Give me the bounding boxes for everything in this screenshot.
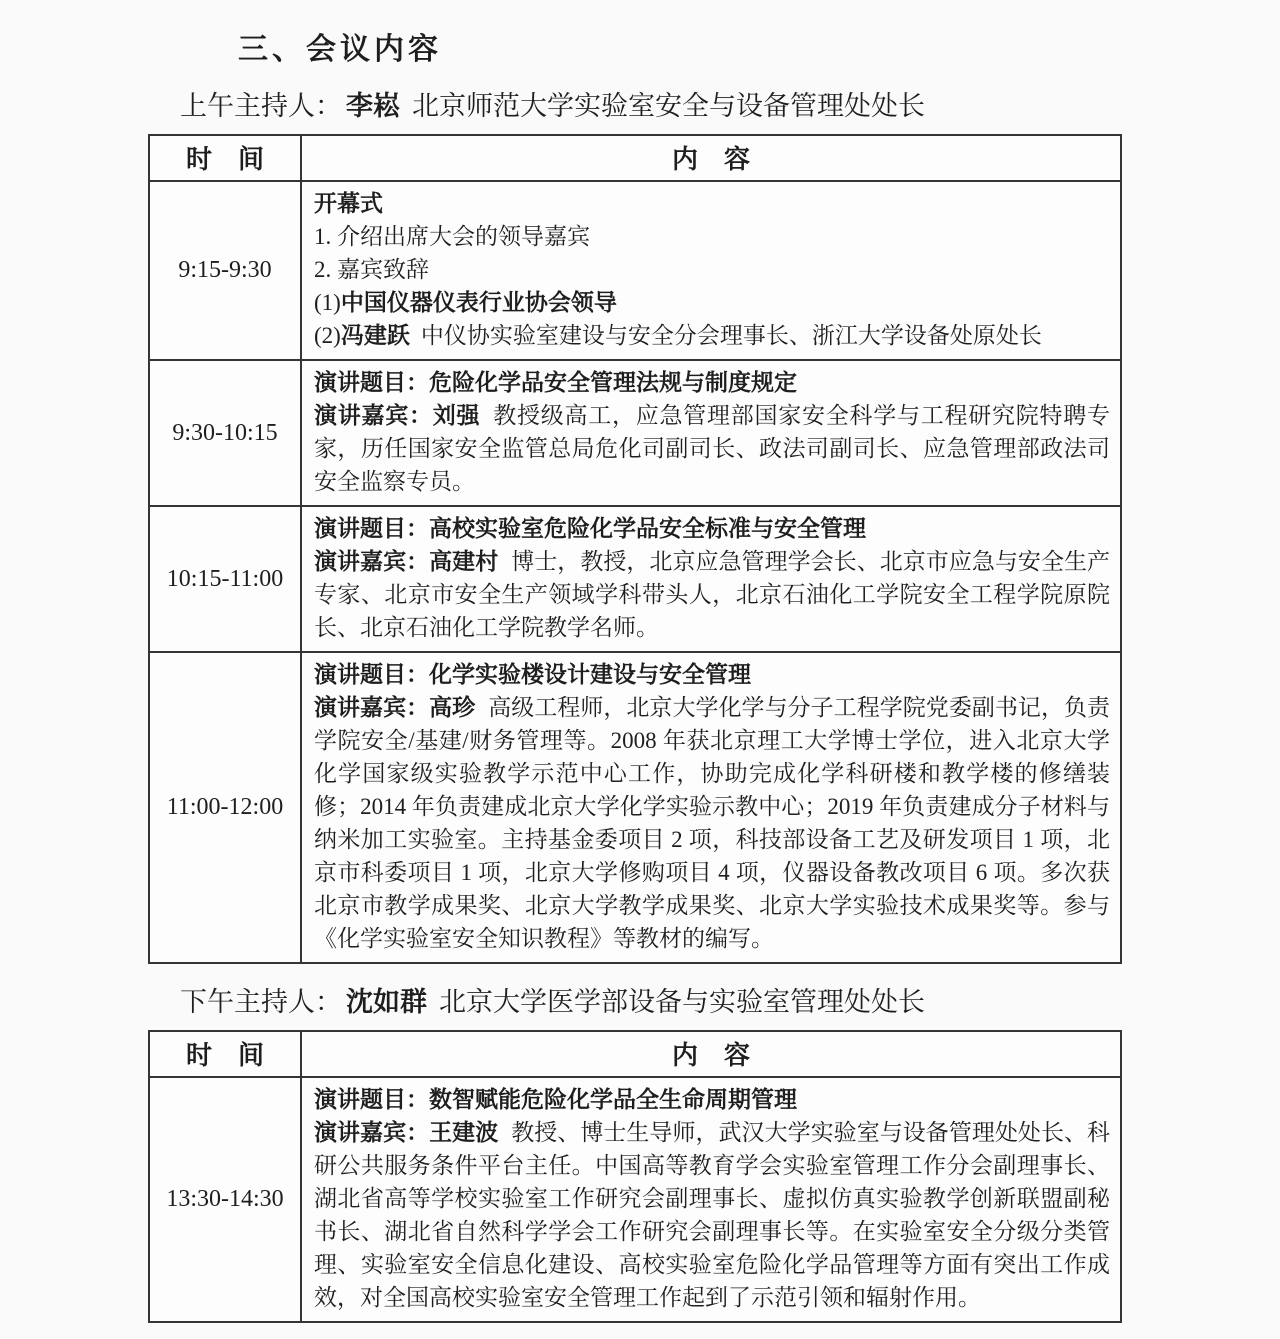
agenda-row-talk-1 [149,360,1121,506]
talk-2-title-label: 演讲题目： [314,516,429,541]
talk-1-title-line [314,366,1110,399]
agenda-row-talk-2 [149,506,1121,652]
talk-1-title-label: 演讲题目： [314,370,429,395]
talk-3-title-line [314,658,1110,691]
agenda-row-opening [149,181,1121,360]
section-title: 三、会议内容 [238,33,442,66]
opening-subitem-2-name: 冯建跃 [340,323,410,348]
opening-subitem-2-prefix: (2) [314,323,341,348]
afternoon-agenda-table [148,1030,1122,1323]
talk-2-speaker-bio: 博士，教授，北京应急管理学会长、北京市应急与安全生产专家、北京市安全生产领域学科带头人，北京石油化工学院安全工程学院原院长、北京石油化工学院教学名师。 [314,549,1111,640]
talk-3-time-cell: 11:00-12:00 [149,652,301,963]
agenda-row-talk-4 [149,1077,1121,1322]
talk-2-title-line [314,512,1110,545]
talk-3-title-text: 化学实验楼设计建设与安全管理 [429,662,751,687]
morning-moderator-line [180,84,1280,123]
talk-1-speaker-bio: 教授级高工，应急管理部国家安全科学与工程研究院特聘专家，历任国家安全监管总局危化司副司长、政法司副司长、应急管理部政法司安全监察专员。 [314,403,1110,494]
talk-2-time-cell: 10:15-11:00 [149,506,301,652]
talk-3-speaker-paragraph [314,691,1110,955]
morning-header-content-cell: 内 容 [301,135,1121,181]
opening-subitem-1-name: 中国仪器仪表行业协会领导 [340,290,617,315]
opening-heading: 开幕式 [314,191,383,216]
opening-content-cell [301,181,1121,360]
opening-subitem-1-prefix: (1) [314,290,341,315]
morning-moderator-label: 上午主持人： [180,91,342,121]
afternoon-moderator-title: 北京大学医学部设备与实验室管理处处长 [439,987,925,1017]
talk-1-speaker-paragraph [314,399,1110,498]
agenda-row-talk-3 [149,652,1121,963]
talk-3-content-cell [301,652,1121,963]
opening-time-cell: 9:15-9:30 [149,181,301,360]
afternoon-header-row [149,1031,1121,1077]
afternoon-moderator-name: 沈如群 [346,987,427,1017]
opening-subitem-1 [314,286,1110,319]
talk-1-speaker-name: 刘强 [432,403,481,428]
talk-4-speaker-bio: 教授、博士生导师，武汉大学实验室与设备管理处处长、科研公共服务条件平台主任。中国高等教育学会实验室管理工作分会副理事长、湖北省高等学校实验室工作研究会副理事长、虚拟仿真实验教学创新联盟副秘书长、湖北省自然科学学会工作研究会副理事长等。在实验室安全分级分类管理、实验室安全信息化建设、高校实验室危险化学品管理等方面有突出工作成效，对全国高校实验室安全管理工作起到了示范引领和辐射作用。 [314,1120,1111,1310]
talk-4-content-cell [301,1077,1121,1322]
talk-4-time-cell: 13:30-14:30 [149,1077,301,1322]
talk-3-speaker-name: 高珍 [429,695,476,720]
talk-1-title-text: 危险化学品安全管理法规与制度规定 [429,370,797,395]
opening-subitem-2-desc: 中仪协实验室建设与安全分会理事长、浙江大学设备处原处长 [420,323,1042,348]
afternoon-header-time-cell: 时 间 [149,1031,301,1077]
talk-3-speaker-label: 演讲嘉宾： [314,695,430,720]
talk-2-speaker-name: 高建村 [429,549,499,574]
talk-4-title-text: 数智赋能危险化学品全生命周期管理 [429,1087,797,1112]
talk-4-title-line [314,1083,1110,1116]
morning-agenda-table [148,134,1122,964]
talk-4-speaker-label: 演讲嘉宾： [314,1120,430,1145]
talk-2-speaker-paragraph [314,545,1110,644]
afternoon-moderator-line [180,980,1280,1019]
talk-2-speaker-label: 演讲嘉宾： [314,549,430,574]
morning-moderator-name: 李崧 [346,91,400,121]
talk-2-title-text: 高校实验室危险化学品安全标准与安全管理 [429,516,866,541]
talk-4-title-label: 演讲题目： [314,1087,429,1112]
morning-moderator-title: 北京师范大学实验室安全与设备管理处处长 [412,91,925,121]
talk-1-content-cell [301,360,1121,506]
afternoon-moderator-label: 下午主持人： [180,987,342,1017]
morning-header-row [149,135,1121,181]
opening-item-2: 2. 嘉宾致辞 [314,257,429,282]
opening-item-1: 1. 介绍出席大会的领导嘉宾 [314,224,590,249]
talk-1-speaker-label: 演讲嘉宾： [314,403,433,428]
talk-2-content-cell [301,506,1121,652]
opening-subitem-2 [314,319,1110,352]
afternoon-header-content-cell: 内 容 [301,1031,1121,1077]
morning-header-time-cell: 时 间 [149,135,301,181]
talk-1-time-cell: 9:30-10:15 [149,360,301,506]
talk-3-speaker-bio: 高级工程师，北京大学化学与分子工程学院党委副书记，负责学院安全/基建/财务管理等。2008 年获北京理工大学博士学位，进入北京大学化学国家级实验教学示范中心工作，协助完成化学科研楼和教学楼的修缮装修；2014 年负责建成北京大学化学实验示教中心；2019 年负责建成分子材料与纳米加工实验室。主持基金委项目 2 项，科技部设备工艺及研发项目 1 项，北京市科委项目 1 项，北京大学修购项目 4 项，仪器设备教改项目 6 项。多次获北京市教学成果奖、北京大学教学成果奖、北京大学实验技术成果奖等。参与《化学实验室安全知识教程》等教材的编写。 [314,695,1111,951]
talk-4-speaker-name: 王建波 [429,1120,499,1145]
talk-3-title-label: 演讲题目： [314,662,429,687]
talk-4-speaker-paragraph [314,1116,1110,1314]
